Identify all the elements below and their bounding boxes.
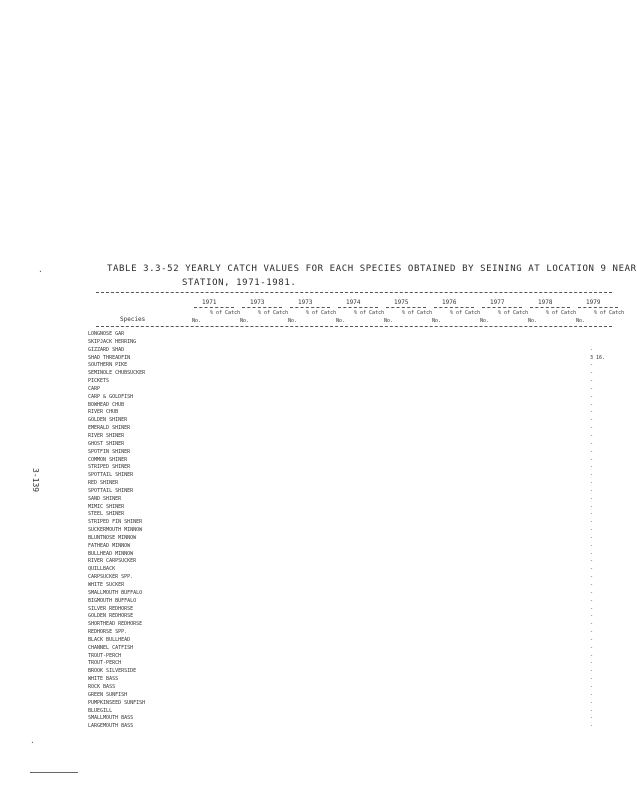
last-year-cell: - bbox=[590, 417, 594, 424]
last-year-cell: - bbox=[590, 440, 594, 447]
last-year-cell: - bbox=[590, 574, 594, 581]
species-name: SAND SHINER bbox=[88, 495, 122, 502]
year-underline bbox=[194, 307, 234, 308]
table-title bbox=[107, 262, 637, 290]
species-name: PICKETS bbox=[88, 378, 110, 385]
species-name: SPOTTAIL SHINER bbox=[88, 472, 134, 479]
year-header: 1977 bbox=[490, 299, 505, 306]
last-year-values bbox=[590, 331, 618, 731]
species-name: ROCK BASS bbox=[88, 683, 116, 690]
species-name: FATHEAD MINNOW bbox=[88, 542, 131, 549]
year-header: 1971 bbox=[202, 299, 217, 306]
last-year-cell: - bbox=[590, 605, 594, 612]
last-year-cell: - bbox=[590, 629, 594, 636]
year-underline bbox=[578, 307, 618, 308]
last-year-cell: - bbox=[590, 519, 594, 526]
year-underline bbox=[434, 307, 474, 308]
last-year-cell: - bbox=[590, 534, 594, 541]
percent-column-header: % of Catch bbox=[306, 310, 337, 316]
species-name: STEEL SHINER bbox=[88, 511, 125, 518]
year-underline bbox=[242, 307, 282, 308]
margin-mark: . bbox=[30, 736, 35, 745]
year-header: 1976 bbox=[442, 299, 457, 306]
species-name: RIVER SHINER bbox=[88, 432, 125, 439]
count-column-header: No. bbox=[240, 318, 250, 324]
species-name: BIGMOUTH BUFFALO bbox=[88, 597, 137, 604]
last-year-cell: - bbox=[590, 582, 594, 588]
last-year-cell: - bbox=[590, 393, 594, 400]
species-name: SKIPJACK HERRING bbox=[88, 338, 137, 345]
species-name: BLACK BULLHEAD bbox=[88, 636, 131, 643]
percent-column-header: % of Catch bbox=[402, 310, 433, 316]
last-year-cell: - bbox=[590, 715, 594, 722]
species-name: SOUTHERN PIKE bbox=[88, 362, 128, 369]
species-name: SHORTHEAD REDHORSE bbox=[88, 621, 143, 628]
page-number: 3-139 bbox=[31, 468, 40, 493]
last-year-cell: - bbox=[590, 425, 594, 432]
last-year-cell: - bbox=[590, 652, 594, 659]
last-year-cell: - bbox=[590, 362, 594, 369]
last-year-cell: - bbox=[590, 621, 594, 628]
species-name: LARGEMOUTH BASS bbox=[88, 723, 134, 730]
last-year-cell: - bbox=[590, 432, 594, 439]
year-header: 1975 bbox=[394, 299, 409, 306]
count-column-header: No. bbox=[480, 318, 490, 324]
last-year-cell: - bbox=[590, 495, 594, 502]
species-name: SMALLMOUTH BUFFALO bbox=[88, 589, 143, 596]
year-underline bbox=[482, 307, 522, 308]
last-year-cell: - bbox=[590, 558, 594, 565]
species-name: TROUT-PERCH bbox=[88, 652, 122, 659]
species-name: CARP bbox=[88, 385, 101, 392]
count-column-header: No. bbox=[528, 318, 538, 324]
species-name: SPOTTAIL SHINER bbox=[88, 487, 134, 494]
percent-column-header: % of Catch bbox=[594, 310, 625, 316]
percent-column-header: % of Catch bbox=[450, 310, 481, 316]
species-name: SPOTFIN SHINER bbox=[88, 448, 131, 455]
count-column-header: No. bbox=[384, 318, 394, 324]
species-name: CARP & GOLDFISH bbox=[88, 393, 134, 400]
species-name: SHAD THREADFIN bbox=[88, 354, 131, 361]
species-name: STRIPED SHINER bbox=[88, 464, 131, 471]
species-name: TROUT-PERCH bbox=[88, 660, 122, 667]
last-year-cell: - bbox=[590, 699, 594, 706]
species-name: SMALLMOUTH BASS bbox=[88, 715, 134, 722]
year-header: 1973 bbox=[298, 299, 313, 306]
last-year-cell: - bbox=[590, 401, 594, 408]
last-year-cell: - bbox=[590, 597, 594, 604]
species-name: RIVER CARPSUCKER bbox=[88, 558, 137, 565]
species-name: LONGNOSE GAR bbox=[88, 331, 125, 337]
last-year-cell: - bbox=[590, 370, 594, 377]
last-year-cell: - bbox=[590, 644, 594, 651]
percent-column-header: % of Catch bbox=[210, 310, 241, 316]
last-year-cell: - bbox=[590, 676, 594, 683]
last-year-cell: - bbox=[590, 707, 594, 714]
species-name: STRIPED FIN SHINER bbox=[88, 519, 143, 526]
year-header: 1973 bbox=[250, 299, 265, 306]
species-name: CHANNEL CATFISH bbox=[88, 644, 134, 651]
last-year-cell: - bbox=[590, 346, 594, 353]
last-year-cell: - bbox=[590, 409, 594, 416]
year-underline bbox=[530, 307, 570, 308]
year-underline bbox=[290, 307, 330, 308]
species-name: QUILLBACK bbox=[88, 566, 116, 573]
species-name: RED SHINER bbox=[88, 480, 119, 487]
species-name: CARPSUCKER SPP. bbox=[88, 574, 134, 581]
species-name: GHOST SHINER bbox=[88, 440, 125, 447]
species-name: COMMON SHINER bbox=[88, 456, 128, 463]
year-header: 1974 bbox=[346, 299, 361, 306]
percent-column-header: % of Catch bbox=[258, 310, 289, 316]
last-year-cell bbox=[590, 331, 618, 339]
last-year-cell: - bbox=[590, 542, 594, 549]
last-year-cell: - bbox=[590, 613, 594, 620]
percent-column-header: % of Catch bbox=[546, 310, 577, 316]
last-year-cell: - bbox=[590, 668, 594, 675]
last-year-cell: - bbox=[590, 566, 594, 573]
footer-rule bbox=[30, 772, 78, 773]
species-name: GOLDEN REDHORSE bbox=[88, 613, 134, 620]
species-name: WHITE SUCKER bbox=[88, 582, 125, 588]
species-name: PUMPKINSEED SUNFISH bbox=[88, 699, 146, 706]
last-year-cell: - bbox=[590, 464, 594, 471]
last-year-cell bbox=[590, 339, 618, 347]
last-year-cell: - bbox=[590, 487, 594, 494]
count-column-header: No. bbox=[288, 318, 298, 324]
species-name: BOWHEAD CHUB bbox=[88, 401, 125, 408]
last-year-cell: 3 16. bbox=[590, 354, 606, 361]
header-rule-top bbox=[96, 292, 612, 293]
last-year-cell: - bbox=[590, 448, 594, 455]
last-year-cell: - bbox=[590, 660, 594, 667]
species-name: EMERALD SHINER bbox=[88, 425, 131, 432]
count-column-header: No. bbox=[336, 318, 346, 324]
last-year-cell: - bbox=[590, 691, 594, 698]
species-name: WHITE BASS bbox=[88, 676, 119, 683]
last-year-cell: - bbox=[590, 456, 594, 463]
year-header: 1978 bbox=[538, 299, 553, 306]
species-name: GIZZARD SHAD bbox=[88, 346, 125, 353]
last-year-cell: - bbox=[590, 636, 594, 643]
last-year-cell: - bbox=[590, 527, 594, 534]
species-name: SEMINOLE CHUBSUCKER bbox=[88, 370, 146, 377]
species-column-header: Species bbox=[120, 316, 146, 323]
species-name: BLUNTNOSE MINNOW bbox=[88, 534, 137, 541]
count-column-header: No. bbox=[576, 318, 586, 324]
last-year-cell: - bbox=[590, 503, 594, 510]
year-underline bbox=[338, 307, 378, 308]
species-name: GOLDEN SHINER bbox=[88, 417, 128, 424]
species-name: RIVER CHUB bbox=[88, 409, 119, 416]
header-rule-bottom bbox=[96, 326, 612, 327]
percent-column-header: % of Catch bbox=[498, 310, 529, 316]
last-year-cell: - bbox=[590, 378, 594, 385]
last-year-cell: - bbox=[590, 683, 594, 690]
percent-column-header: % of Catch bbox=[354, 310, 385, 316]
title-line-2: STATION, 1971-1981. bbox=[182, 278, 297, 288]
species-list bbox=[88, 331, 145, 731]
species-name: SUCKERMOUTH MINNOW bbox=[88, 527, 143, 534]
last-year-cell: - bbox=[590, 480, 594, 487]
year-header: 1979 bbox=[586, 299, 601, 306]
year-underline bbox=[386, 307, 426, 308]
species-name: BROOK SILVERSIDE bbox=[88, 668, 137, 675]
last-year-cell: - bbox=[590, 385, 594, 392]
last-year-cell: - bbox=[590, 472, 594, 479]
last-year-cell: - bbox=[590, 723, 594, 730]
species-name: MIMIC SHINER bbox=[88, 503, 125, 510]
species-name: BULLHEAD MINNOW bbox=[88, 550, 134, 557]
last-year-cell: - bbox=[590, 550, 594, 557]
species-name: BLUEGILL bbox=[88, 707, 113, 714]
last-year-cell: - bbox=[590, 511, 594, 518]
last-year-cell: - bbox=[590, 589, 594, 596]
species-name: SILVER REDHORSE bbox=[88, 605, 134, 612]
species-name: GREEN SUNFISH bbox=[88, 691, 128, 698]
title-line-1: TABLE 3.3-52 YEARLY CATCH VALUES FOR EACH SPECIES OBTAINED BY SEINING AT LOCATION 9 NEAR bbox=[107, 264, 637, 274]
count-column-header: No. bbox=[192, 318, 202, 324]
count-column-header: No. bbox=[432, 318, 442, 324]
margin-mark: . bbox=[38, 265, 43, 274]
species-name: REDHORSE SPP. bbox=[88, 629, 128, 636]
